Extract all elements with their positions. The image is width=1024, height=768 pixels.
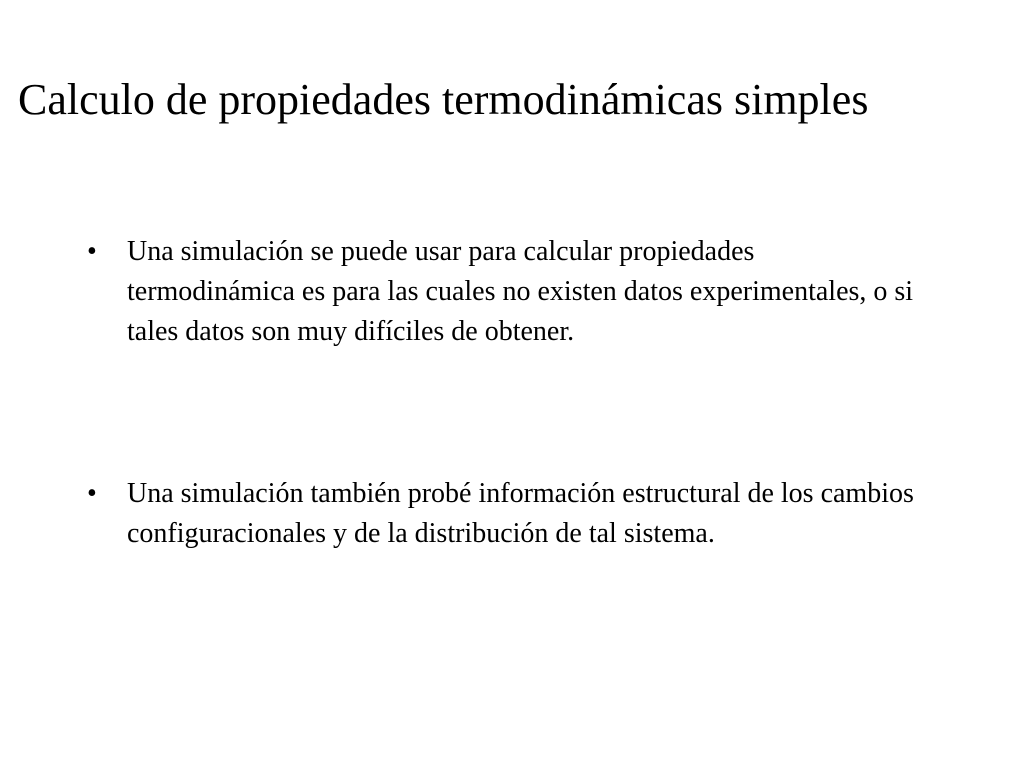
slide-title: Calculo de propiedades termodinámicas simples (18, 75, 869, 124)
bullet-list (85, 232, 925, 554)
bullet-item (85, 474, 925, 554)
bullet-marker: • (87, 478, 97, 509)
bullet-text: Una simulación también probé información estructural de los cambios configuracionales y de la distribución de tal sistema. (127, 478, 914, 549)
bullet-text: Una simulación se puede usar para calcular propiedades termodinámica es para las cuales no existen datos experimentales, o si tales datos son muy difíciles de obtener. (127, 236, 914, 347)
bullet-marker: • (87, 236, 97, 267)
bullet-item (85, 232, 925, 352)
